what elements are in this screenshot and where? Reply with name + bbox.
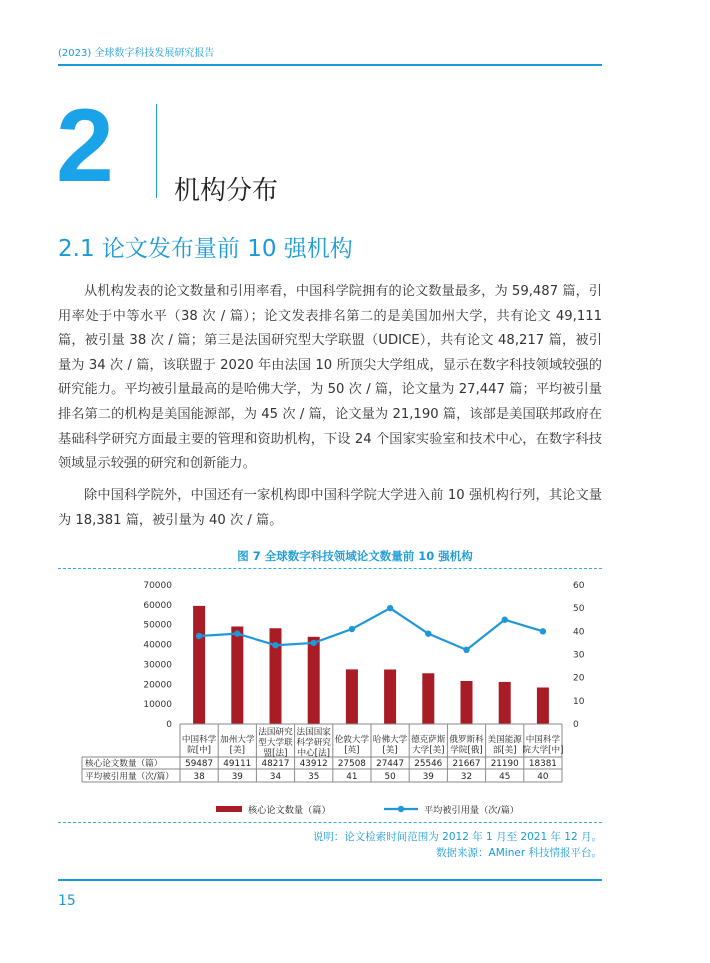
table-cell-citation: 39 [231,772,243,782]
category-label: 盟[法] [263,748,288,759]
table-cell-citation: 50 [384,772,396,782]
figure-title: 图 7 全球数字科技领域论文数量前 10 强机构 [237,549,473,563]
table-cell-citation: 32 [460,772,473,782]
table-cell-count: 21667 [452,759,481,769]
page-number: 15 [58,893,76,909]
right-axis-tick: 20 [573,673,585,684]
bar [384,669,396,724]
legend-label: 核心论文数量（篇） [248,805,331,816]
left-axis-tick: 50000 [143,620,172,631]
body-paragraph: 除中国科学院外，中国还有一家机构即中国科学院大学进入前 10 强机构行列，其论文量为 18,381 篇，被引量为 40 次 / 篇。 [58,488,602,528]
left-axis-tick: 40000 [143,640,172,651]
header-rule [58,64,602,66]
category-label: 型大学联 [258,738,293,748]
category-label: 中国科学 [525,735,561,745]
figure-note: 说明：论文检索时间范围为 2012 年 1 月至 2021 年 12 月。 [312,831,602,843]
table-row-label: 核心论文数量（篇） [85,759,163,769]
right-axis-tick: 60 [573,581,585,591]
left-axis-tick: 30000 [143,660,172,671]
chapter-title: 机构分布 [174,176,279,206]
chapter-divider [156,104,157,198]
table-cell-count: 27508 [337,759,366,769]
category-label: 中国科学 [181,735,217,745]
combo-chart [0,570,710,825]
series-line [199,608,543,650]
category-label: 科学研究 [296,738,331,748]
line-point [540,628,546,634]
section-title: 2.1 论文发布量前 10 强机构 [58,236,353,262]
category-label: 院[中] [187,745,212,756]
category-label: 加州大学 [220,735,255,745]
line-point [272,642,278,648]
table-cell-citation: 39 [422,772,434,782]
figure-bottom-divider [58,822,602,823]
legend-label: 平均被引用量（次/篇） [424,805,519,816]
table-cell-citation: 40 [537,772,549,782]
left-axis-tick: 0 [166,720,172,730]
table-cell-count: 21190 [490,759,519,769]
table-cell-count: 27447 [376,759,405,769]
right-axis-tick: 50 [573,604,585,615]
chapter-number: 2 [56,88,114,204]
category-label: 院大学[中] [522,745,564,756]
left-axis-tick: 10000 [143,700,172,711]
bar [499,682,511,724]
body-paragraph: 从机构发表的论文数量和引用率看，中国科学院拥有的论文数量最多，为 59,487 篇，引用率处于中等水平（38 次 / 篇）；论文发表排名第二的是美国加州大学，共有论文 49,111 篇，被引量 38 次 / 篇；第三是法国研究型大学联盟（UDICE），共有论文 48,217 篇，被引量为 34 次 / 篇，该联盟于 2020 年由法国 10 所顶尖大学组成，显示在数字科技领域较强的研究能力。平均被引量最高的是哈佛大学，为 50 次 / 篇，论文量为 27,447 篇；平均被引量排名第二的机构是美国能源部，为 45 次 / 篇，论文量为 21,190 篇，该部是美国联邦政府在基础科学研究方面最主要的管理和资助机构，下设 24 个国家实验室和技术中心，在数字科技领域显示较强的研究和创新能力。 [58,284,602,472]
line-point [196,633,202,639]
right-axis-tick: 10 [573,696,585,707]
footer-rule [58,879,602,881]
line-point [349,626,355,632]
left-axis-tick: 60000 [143,600,172,611]
category-label: 哈佛大学 [372,735,408,745]
table-cell-count: 59487 [185,759,214,769]
table-cell-count: 49111 [223,759,252,769]
line-point [463,647,469,653]
table-cell-citation: 45 [499,772,511,782]
figure-source: 数据来源：AMiner 科技情报平台。 [436,847,602,859]
legend-swatch-bar [216,806,242,812]
table-cell-count: 18381 [528,759,557,769]
right-axis-tick: 40 [573,627,585,638]
table-cell-citation: 38 [193,772,205,782]
bar [308,637,320,724]
right-axis-tick: 0 [573,720,579,730]
category-label: [美] [382,745,398,756]
category-label: 俄罗斯科 [449,735,484,745]
line-point [234,630,240,636]
bar [422,673,434,724]
line-point [311,640,317,646]
category-label: 伦敦大学 [334,735,370,745]
line-point [387,605,393,611]
category-label: 中心[法] [297,748,330,759]
line-point [425,630,431,636]
category-label: 部[美] [492,745,517,756]
figure-top-divider [58,568,602,569]
bar [346,669,358,724]
line-point [502,617,508,623]
category-label: 学院[俄] [450,745,483,756]
bar [461,681,473,724]
table-cell-citation: 35 [308,772,320,782]
legend-swatch-point [398,806,404,812]
category-label: 美国能源 [487,735,522,745]
category-label: 德克萨斯 [411,735,446,745]
table-cell-count: 43912 [299,759,328,769]
category-label: [美] [229,745,245,756]
category-label: [英] [344,745,360,756]
table-row-label: 平均被引用量（次/篇） [85,772,174,782]
table-cell-count: 25546 [414,759,443,769]
bar [193,606,205,724]
left-axis-tick: 20000 [143,680,172,691]
table-cell-citation: 34 [269,772,282,782]
category-label: 法国研究 [258,727,293,738]
table-cell-citation: 41 [346,772,358,782]
left-axis-tick: 70000 [143,581,172,591]
category-label: 法国国家 [296,727,331,738]
category-label: 大学[美] [412,745,445,756]
bar [537,688,549,724]
right-axis-tick: 30 [573,650,585,661]
bar [231,626,243,724]
running-header: (2023) 全球数字科技发展研究报告 [58,48,215,59]
table-cell-count: 48217 [261,759,290,769]
